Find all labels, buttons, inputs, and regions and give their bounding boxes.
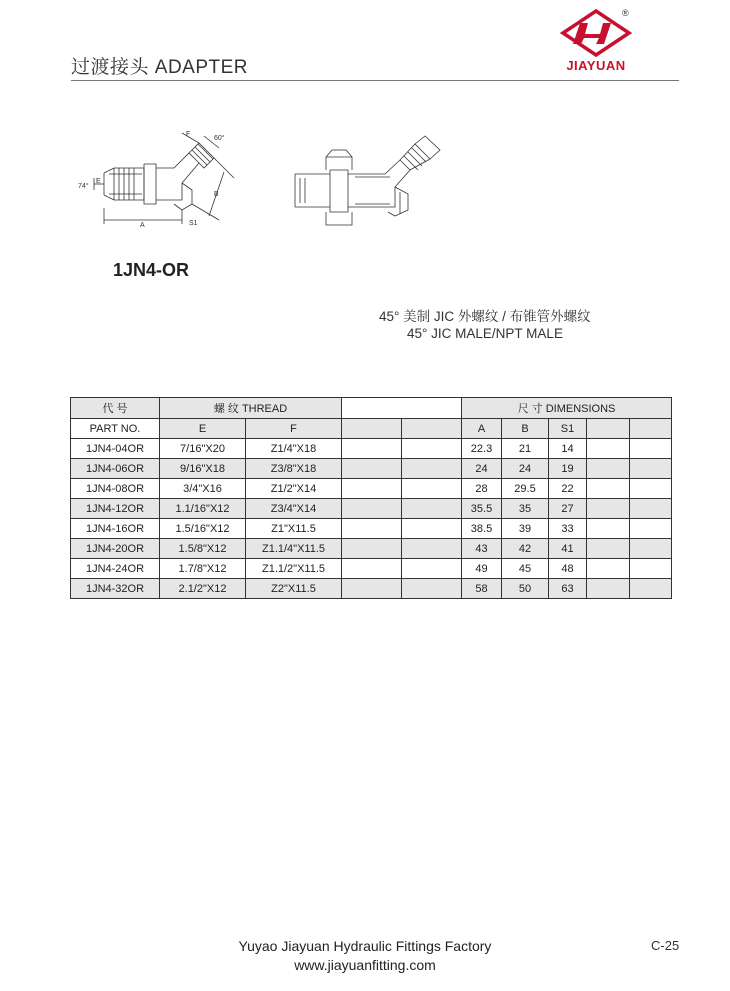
cell-s1: 19 — [549, 459, 587, 479]
cell-part: 1JN4-08OR — [71, 479, 160, 499]
cell-b: 45 — [502, 559, 549, 579]
cell-blank — [342, 499, 402, 519]
label-74: 74° — [78, 183, 89, 190]
cell-e: 3/4"X16 — [160, 479, 246, 499]
table-row — [71, 539, 672, 559]
cell-s1: 22 — [549, 479, 587, 499]
table-row — [71, 479, 672, 499]
cell-blank — [587, 499, 630, 519]
cell-blank — [630, 459, 672, 479]
cell-blank — [587, 479, 630, 499]
footer-url: www.jiayuanfitting.com — [294, 957, 436, 973]
col-e: E — [160, 419, 246, 439]
cell-blank — [630, 559, 672, 579]
cell-f: Z3/4"X14 — [246, 499, 342, 519]
cell-blank — [402, 579, 462, 599]
cell-f: Z2"X11.5 — [246, 579, 342, 599]
cell-a: 43 — [462, 539, 502, 559]
cell-s1: 41 — [549, 539, 587, 559]
cell-blank — [402, 499, 462, 519]
registered-mark: ® — [622, 8, 629, 18]
cell-s1: 33 — [549, 519, 587, 539]
cell-s1: 14 — [549, 439, 587, 459]
cell-s1: 63 — [549, 579, 587, 599]
cell-f: Z3/8"X18 — [246, 459, 342, 479]
cell-blank — [587, 559, 630, 579]
description-cn: 45° 美制 JIC 外螺纹 / 布锥管外螺纹 — [379, 309, 591, 324]
cell-blank — [402, 539, 462, 559]
col-b: B — [502, 419, 549, 439]
cell-a: 35.5 — [462, 499, 502, 519]
col-s1: S1 — [549, 419, 587, 439]
cell-blank — [342, 539, 402, 559]
table-row — [71, 559, 672, 579]
cell-e: 1.7/8"X12 — [160, 559, 246, 579]
cell-a: 49 — [462, 559, 502, 579]
table-group-header — [71, 398, 672, 419]
cell-blank — [402, 519, 462, 539]
cell-blank — [342, 559, 402, 579]
cell-blank — [630, 539, 672, 559]
cell-blank — [402, 559, 462, 579]
cell-part: 1JN4-12OR — [71, 499, 160, 519]
cell-s1: 27 — [549, 499, 587, 519]
cell-part: 1JN4-20OR — [71, 539, 160, 559]
label-a: A — [140, 222, 145, 229]
cell-part: 1JN4-04OR — [71, 439, 160, 459]
cell-blank — [402, 479, 462, 499]
label-f: F — [186, 131, 191, 138]
cell-b: 39 — [502, 519, 549, 539]
model-number: 1JN4-OR — [113, 260, 190, 280]
col-blank-1 — [342, 419, 402, 439]
label-60: 60° — [214, 135, 225, 142]
description-en: 45° JIC MALE/NPT MALE — [407, 326, 563, 341]
header-code-cn: 代 号 — [71, 398, 160, 419]
cell-part: 1JN4-06OR — [71, 459, 160, 479]
cell-blank — [587, 579, 630, 599]
cell-blank — [630, 519, 672, 539]
cell-b: 50 — [502, 579, 549, 599]
cell-blank — [587, 439, 630, 459]
cell-blank — [630, 499, 672, 519]
table-row — [71, 499, 672, 519]
footer-company: Yuyao Jiayuan Hydraulic Fittings Factory — [238, 938, 492, 954]
cell-f: Z1/4"X18 — [246, 439, 342, 459]
page-number: C-25 — [651, 938, 680, 953]
cell-blank — [342, 459, 402, 479]
assembly-drawing — [290, 132, 450, 227]
table-row — [71, 439, 672, 459]
cell-b: 35 — [502, 499, 549, 519]
header-divider — [71, 80, 679, 81]
cell-blank — [342, 519, 402, 539]
table-row — [71, 579, 672, 599]
cell-blank — [630, 579, 672, 599]
col-blank-4 — [630, 419, 672, 439]
cell-f: Z1/2"X14 — [246, 479, 342, 499]
cell-blank — [630, 439, 672, 459]
cell-part: 1JN4-24OR — [71, 559, 160, 579]
cell-e: 1.5/8"X12 — [160, 539, 246, 559]
table-row — [71, 519, 672, 539]
cell-b: 42 — [502, 539, 549, 559]
cell-a: 24 — [462, 459, 502, 479]
cell-blank — [587, 519, 630, 539]
brand-name: JIAYUAN — [566, 58, 626, 73]
cell-f: Z1"X11.5 — [246, 519, 342, 539]
cell-part: 1JN4-16OR — [71, 519, 160, 539]
cell-part: 1JN4-32OR — [71, 579, 160, 599]
cell-blank — [342, 439, 402, 459]
cell-b: 29.5 — [502, 479, 549, 499]
cell-f: Z1.1/2"X11.5 — [246, 559, 342, 579]
col-blank-3 — [587, 419, 630, 439]
header-blank — [342, 398, 462, 419]
col-a: A — [462, 419, 502, 439]
cell-blank — [630, 479, 672, 499]
cell-a: 58 — [462, 579, 502, 599]
col-part: PART NO. — [71, 419, 160, 439]
cell-b: 21 — [502, 439, 549, 459]
cell-b: 24 — [502, 459, 549, 479]
cell-blank — [342, 479, 402, 499]
cell-e: 7/16"X20 — [160, 439, 246, 459]
page-title: 过渡接头 ADAPTER — [71, 57, 249, 78]
cell-blank — [587, 539, 630, 559]
label-b: B — [214, 191, 219, 198]
col-blank-2 — [402, 419, 462, 439]
header-dimensions: 尺 寸 DIMENSIONS — [462, 398, 672, 419]
cell-blank — [587, 459, 630, 479]
cell-a: 38.5 — [462, 519, 502, 539]
dimension-drawing — [74, 128, 244, 233]
cell-e: 9/16"X18 — [160, 459, 246, 479]
cell-e: 1.5/16"X12 — [160, 519, 246, 539]
col-f: F — [246, 419, 342, 439]
header-thread: 螺 纹 THREAD — [160, 398, 342, 419]
cell-a: 28 — [462, 479, 502, 499]
table-column-header — [71, 419, 672, 439]
label-s1: S1 — [189, 220, 198, 227]
spec-table — [70, 397, 672, 599]
label-e: E — [96, 178, 101, 185]
cell-s1: 48 — [549, 559, 587, 579]
cell-a: 22.3 — [462, 439, 502, 459]
cell-blank — [402, 439, 462, 459]
table-row — [71, 459, 672, 479]
cell-e: 1.1/16"X12 — [160, 499, 246, 519]
cell-blank — [402, 459, 462, 479]
cell-blank — [342, 579, 402, 599]
cell-e: 2.1/2"X12 — [160, 579, 246, 599]
cell-f: Z1.1/4"X11.5 — [246, 539, 342, 559]
